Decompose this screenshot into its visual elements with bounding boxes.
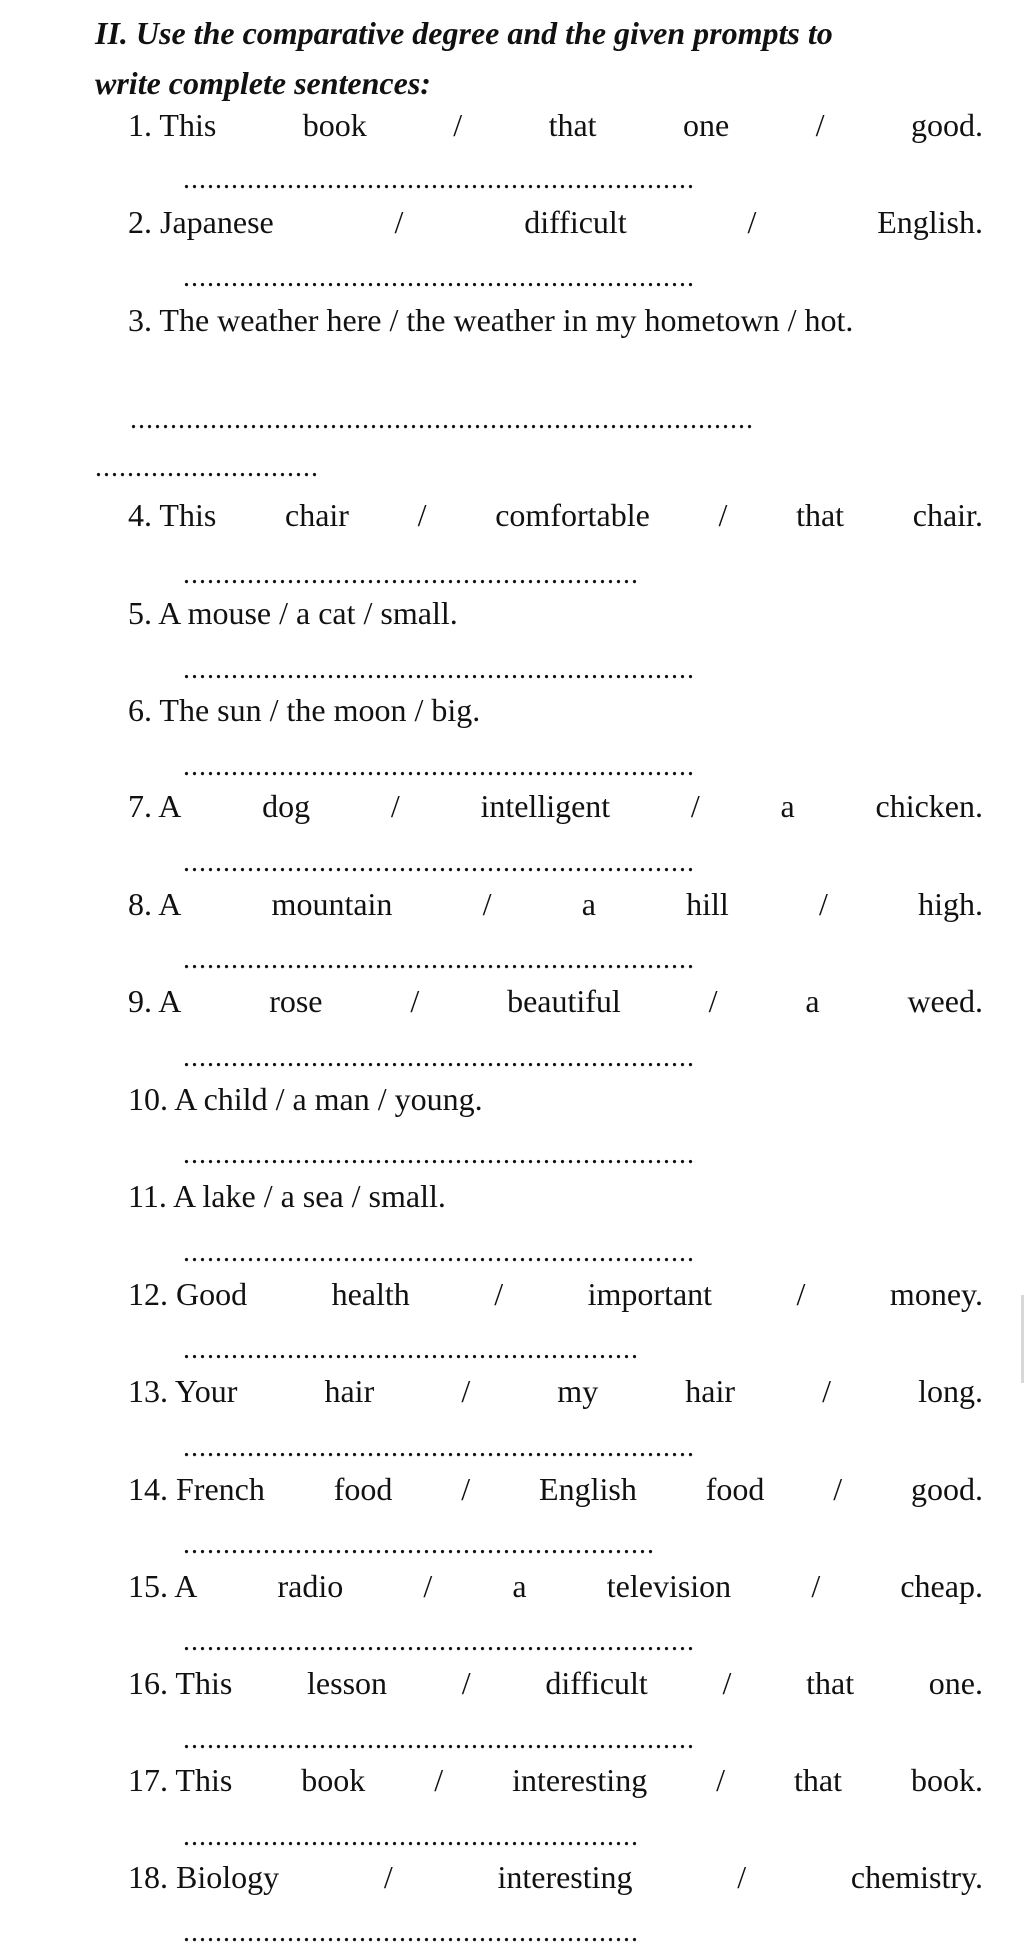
prompt-text: 10. A child / a man / young. [128, 1081, 483, 1117]
prompt-word: / [819, 886, 828, 922]
question-prompt [128, 884, 983, 924]
answer-blank-line[interactable]: ................................................................ [183, 950, 695, 970]
prompt-word: / [815, 107, 825, 143]
prompt-word: / [417, 497, 427, 533]
prompt-word: / [716, 1762, 726, 1798]
answer-blank-line[interactable]: ................................................................ [183, 757, 695, 777]
prompt-word: / [796, 1276, 806, 1312]
prompt-word: 13. Your [128, 1373, 238, 1409]
prompt-word: / [390, 788, 400, 824]
question-prompt [128, 1371, 983, 1411]
prompt-word: one [683, 107, 730, 143]
question-prompt [128, 981, 983, 1021]
prompt-word: intelligent [480, 788, 611, 824]
answer-blank-line[interactable]: ................................................................ [183, 660, 695, 680]
prompt-word: / [434, 1762, 444, 1798]
prompt-word: chair. [912, 497, 983, 533]
prompt-word: a [780, 788, 795, 824]
prompt-word: one. [928, 1665, 983, 1701]
prompt-word: book. [910, 1762, 983, 1798]
answer-blank-line[interactable]: ......................................................... [183, 1340, 639, 1360]
prompt-word: English. [877, 204, 983, 240]
prompt-word: interesting [497, 1859, 633, 1895]
prompt-word: dog [262, 788, 311, 824]
exercise-heading [95, 8, 995, 108]
question-prompt [128, 593, 983, 633]
question-prompt [128, 495, 983, 535]
prompt-word: 18. Biology [128, 1859, 280, 1895]
prompt-word: lesson [307, 1665, 388, 1701]
answer-blank-line[interactable]: ......................................................... [183, 565, 639, 585]
prompt-word: television [606, 1568, 732, 1604]
prompt-word: chair [285, 497, 349, 533]
prompt-word: / [461, 1471, 471, 1507]
prompt-word: hill [686, 886, 729, 922]
prompt-word: good. [910, 1471, 983, 1507]
answer-blank-line[interactable]: ................................................................ [183, 1632, 695, 1652]
answer-blank-line[interactable]: ......................................................... [183, 1827, 639, 1847]
prompt-word: chemistry. [850, 1859, 983, 1895]
prompt-word: comfortable [495, 497, 650, 533]
question-prompt [128, 1857, 983, 1897]
question-prompt [128, 1079, 983, 1119]
prompt-word: / [494, 1276, 504, 1312]
prompt-word: book [302, 107, 367, 143]
prompt-word: important [587, 1276, 713, 1312]
prompt-word: mountain [271, 886, 393, 922]
prompt-word: 9. A [128, 983, 182, 1019]
heading-line-1: II. Use the comparative degree and the given prompts to [95, 15, 833, 51]
prompt-word: cheap. [900, 1568, 983, 1604]
question-prompt [128, 690, 983, 730]
prompt-word: radio [277, 1568, 344, 1604]
prompt-word: / [690, 788, 700, 824]
prompt-word: / [482, 886, 492, 922]
answer-blank-line-continuation[interactable]: ............................ [95, 458, 319, 478]
answer-blank-line[interactable]: ........................................................... [183, 1535, 655, 1555]
prompt-word: 2. Japanese [128, 204, 274, 240]
prompt-word: 16. This [128, 1665, 233, 1701]
prompt-word: / [461, 1665, 471, 1701]
prompt-word: a [805, 983, 820, 1019]
prompt-word: long. [918, 1373, 983, 1409]
prompt-word: food [705, 1471, 765, 1507]
prompt-word: / [718, 497, 728, 533]
prompt-word: / [453, 107, 463, 143]
prompt-word: / [822, 1373, 832, 1409]
prompt-word: / [722, 1665, 732, 1701]
question-prompt [128, 1176, 983, 1216]
question-prompt [128, 105, 983, 145]
prompt-word: 17. This [128, 1762, 233, 1798]
prompt-word: health [331, 1276, 410, 1312]
prompt-word: weed. [907, 983, 983, 1019]
prompt-text: 11. A lake / a sea / small. [128, 1178, 446, 1214]
prompt-word: / [410, 983, 420, 1019]
prompt-word: book [301, 1762, 366, 1798]
prompt-word: / [394, 204, 404, 240]
prompt-text: 3. The weather here / the weather in my hometown / hot. [128, 302, 854, 338]
prompt-word: that [796, 497, 845, 533]
prompt-word: hair [685, 1373, 736, 1409]
prompt-word: food [333, 1471, 393, 1507]
answer-blank-line[interactable]: ................................................................ [183, 1048, 695, 1068]
prompt-word: / [747, 204, 757, 240]
prompt-word: that [548, 107, 597, 143]
question-prompt [128, 300, 983, 340]
question-prompt [128, 1760, 983, 1800]
answer-blank-line[interactable]: ................................................................ [183, 170, 695, 190]
prompt-word: rose [269, 983, 323, 1019]
question-prompt [128, 1566, 983, 1606]
question-prompt [128, 202, 983, 242]
prompt-word: / [737, 1859, 747, 1895]
prompt-word: a [512, 1568, 527, 1604]
prompt-word: my [557, 1373, 599, 1409]
prompt-word: 14. French [128, 1471, 265, 1507]
prompt-word: 12. Good [128, 1276, 248, 1312]
prompt-word: 8. A [128, 886, 182, 922]
question-prompt [128, 1663, 983, 1703]
answer-blank-line[interactable]: ................................................................ [183, 1730, 695, 1750]
prompt-word: hair [324, 1373, 375, 1409]
prompt-word: 15. A [128, 1568, 198, 1604]
question-prompt [128, 1469, 983, 1509]
answer-blank-line[interactable]: ................................................................ [183, 1243, 695, 1263]
prompt-word: 4. This [128, 497, 217, 533]
question-prompt [128, 786, 983, 826]
prompt-word: chicken. [875, 788, 983, 824]
prompt-word: / [383, 1859, 393, 1895]
prompt-word: / [708, 983, 718, 1019]
prompt-word: / [461, 1373, 471, 1409]
prompt-word: 7. A [128, 788, 182, 824]
prompt-word: interesting [512, 1762, 648, 1798]
prompt-word: 1. This [128, 107, 217, 143]
prompt-word: beautiful [507, 983, 621, 1019]
prompt-word: that [794, 1762, 842, 1798]
heading-line-2: write complete sentences: [95, 65, 431, 101]
prompt-word: that [806, 1665, 855, 1701]
prompt-word: a [581, 886, 596, 922]
prompt-word: difficult [545, 1665, 648, 1701]
answer-blank-line[interactable]: ................................................................ [183, 853, 695, 873]
prompt-word: / [811, 1568, 821, 1604]
question-prompt [128, 1274, 983, 1314]
answer-blank-line[interactable]: ......................................................... [183, 1923, 639, 1943]
prompt-text: 6. The sun / the moon / big. [128, 692, 481, 728]
prompt-word: / [423, 1568, 433, 1604]
prompt-word: money. [889, 1276, 983, 1312]
answer-blank-line[interactable]: .............................................................................. [130, 410, 754, 430]
prompt-word: good. [911, 107, 983, 143]
prompt-word: high. [918, 886, 983, 922]
prompt-word: / [833, 1471, 843, 1507]
answer-blank-line[interactable]: ................................................................ [183, 1145, 695, 1165]
prompt-word: difficult [524, 204, 627, 240]
answer-blank-line[interactable]: ................................................................ [183, 268, 695, 288]
prompt-text: 5. A mouse / a cat / small. [128, 595, 458, 631]
answer-blank-line[interactable]: ................................................................ [183, 1438, 695, 1458]
prompt-word: English [539, 1471, 637, 1507]
